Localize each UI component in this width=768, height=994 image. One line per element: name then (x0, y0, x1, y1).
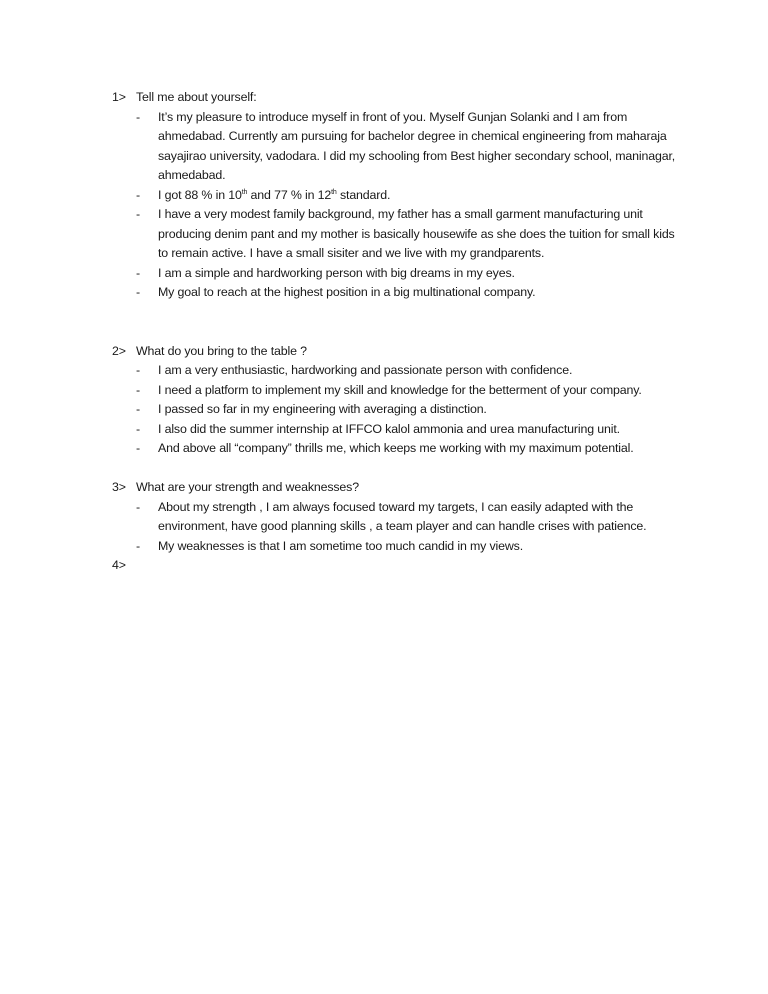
answer-text (158, 537, 678, 557)
question-heading (0, 88, 768, 108)
answer-item (0, 498, 768, 537)
bullet-dash: - (136, 421, 140, 436)
answer-text-segment: I need a platform to implement my skill and knowledge for the betterment of your company. (158, 382, 642, 397)
question-heading (0, 342, 768, 362)
superscript-ordinal: th (241, 188, 248, 196)
answer-text-segment: My weaknesses is that I am sometime too much candid in my views. (158, 538, 524, 553)
answer-item (0, 439, 768, 459)
question-heading (0, 556, 768, 576)
question-heading (0, 478, 768, 498)
question-block-2 (0, 342, 768, 459)
answer-text-segment: About my strength , I am always focused toward my targets, I can easily adapted with the environment, have good planning skills , a team player and can handle crises with patience. (158, 499, 647, 533)
answer-item (0, 381, 768, 401)
answer-text-segment: I have a very modest family background, my father has a small garment manufacturing unit producing denim pant and my mother is basically housewife as she does the tuition for small kids to remain active. I have a small sisiter and we live with my grandparents. (158, 207, 675, 260)
bullet-dash: - (136, 441, 140, 455)
answer-item (0, 264, 768, 284)
question-text: Tell me about yourself: (136, 90, 257, 104)
answer-text (158, 400, 678, 420)
bullet-dash: - (136, 538, 140, 553)
bullet-dash: - (136, 207, 140, 221)
answer-item (0, 108, 768, 186)
answer-text (158, 186, 678, 206)
answer-text (158, 381, 678, 401)
answer-text-segment: I am a very enthusiastic, hardworking and passionate person with confidence. (158, 363, 573, 377)
question-number: 4> (112, 558, 126, 572)
answer-item (0, 283, 768, 303)
answer-list (0, 108, 768, 303)
answer-text-segment: And above all “company” thrills me, which keeps me working with my maximum potential. (158, 441, 634, 455)
question-block-4 (0, 556, 768, 576)
answer-text (158, 361, 678, 381)
answer-text (158, 108, 678, 186)
answer-text (158, 205, 678, 264)
answer-text-segment: standard. (336, 187, 391, 202)
question-text: What do you bring to the table ? (136, 343, 307, 358)
question-number: 3> (112, 480, 126, 494)
answer-item (0, 400, 768, 420)
bullet-dash: - (136, 265, 140, 280)
question-text: What are your strength and weaknesses? (136, 480, 359, 494)
section-spacer (0, 303, 768, 342)
answer-text-segment: I got 88 % in 10 (158, 187, 242, 202)
answer-text (158, 439, 678, 459)
bullet-dash: - (136, 187, 140, 202)
bullet-dash: - (136, 285, 140, 299)
answer-text-segment: It’s my pleasure to introduce myself in front of you. Myself Gunjan Solanki and I am from ahmedabad. Currently am pursuing for bachelor degree in chemical engineering from maharaja sayajirao university, vadodara. I did my schooling from Best higher secondary school, maninagar, ahmedabad. (158, 109, 676, 182)
superscript-ordinal: th (331, 188, 337, 196)
answer-list (0, 498, 768, 557)
bullet-dash: - (136, 363, 140, 377)
section-spacer (0, 459, 768, 479)
bullet-dash: - (136, 499, 140, 514)
question-block-1 (0, 88, 768, 303)
question-number: 2> (112, 343, 126, 358)
question-block-3 (0, 478, 768, 556)
answer-text (158, 264, 678, 284)
answer-text-segment: and 77 % in 12 (247, 187, 332, 202)
answer-text (158, 283, 678, 303)
question-list (0, 88, 768, 576)
bullet-dash: - (136, 382, 140, 397)
answer-item (0, 186, 768, 206)
answer-text-segment: I passed so far in my engineering with averaging a distinction. (158, 402, 487, 416)
answer-item (0, 537, 768, 557)
answer-text-segment: I am a simple and hardworking person with big dreams in my eyes. (158, 265, 515, 280)
bullet-dash: - (136, 109, 140, 124)
answer-item (0, 205, 768, 264)
question-number: 1> (112, 90, 126, 104)
answer-text (158, 498, 678, 537)
answer-list (0, 361, 768, 459)
answer-item (0, 361, 768, 381)
answer-item (0, 420, 768, 440)
answer-text-segment: I also did the summer internship at IFFCO kalol ammonia and urea manufacturing unit. (158, 421, 620, 436)
answer-text (158, 420, 678, 440)
answer-text-segment: My goal to reach at the highest position in a big multinational company. (158, 285, 536, 299)
bullet-dash: - (136, 402, 140, 416)
